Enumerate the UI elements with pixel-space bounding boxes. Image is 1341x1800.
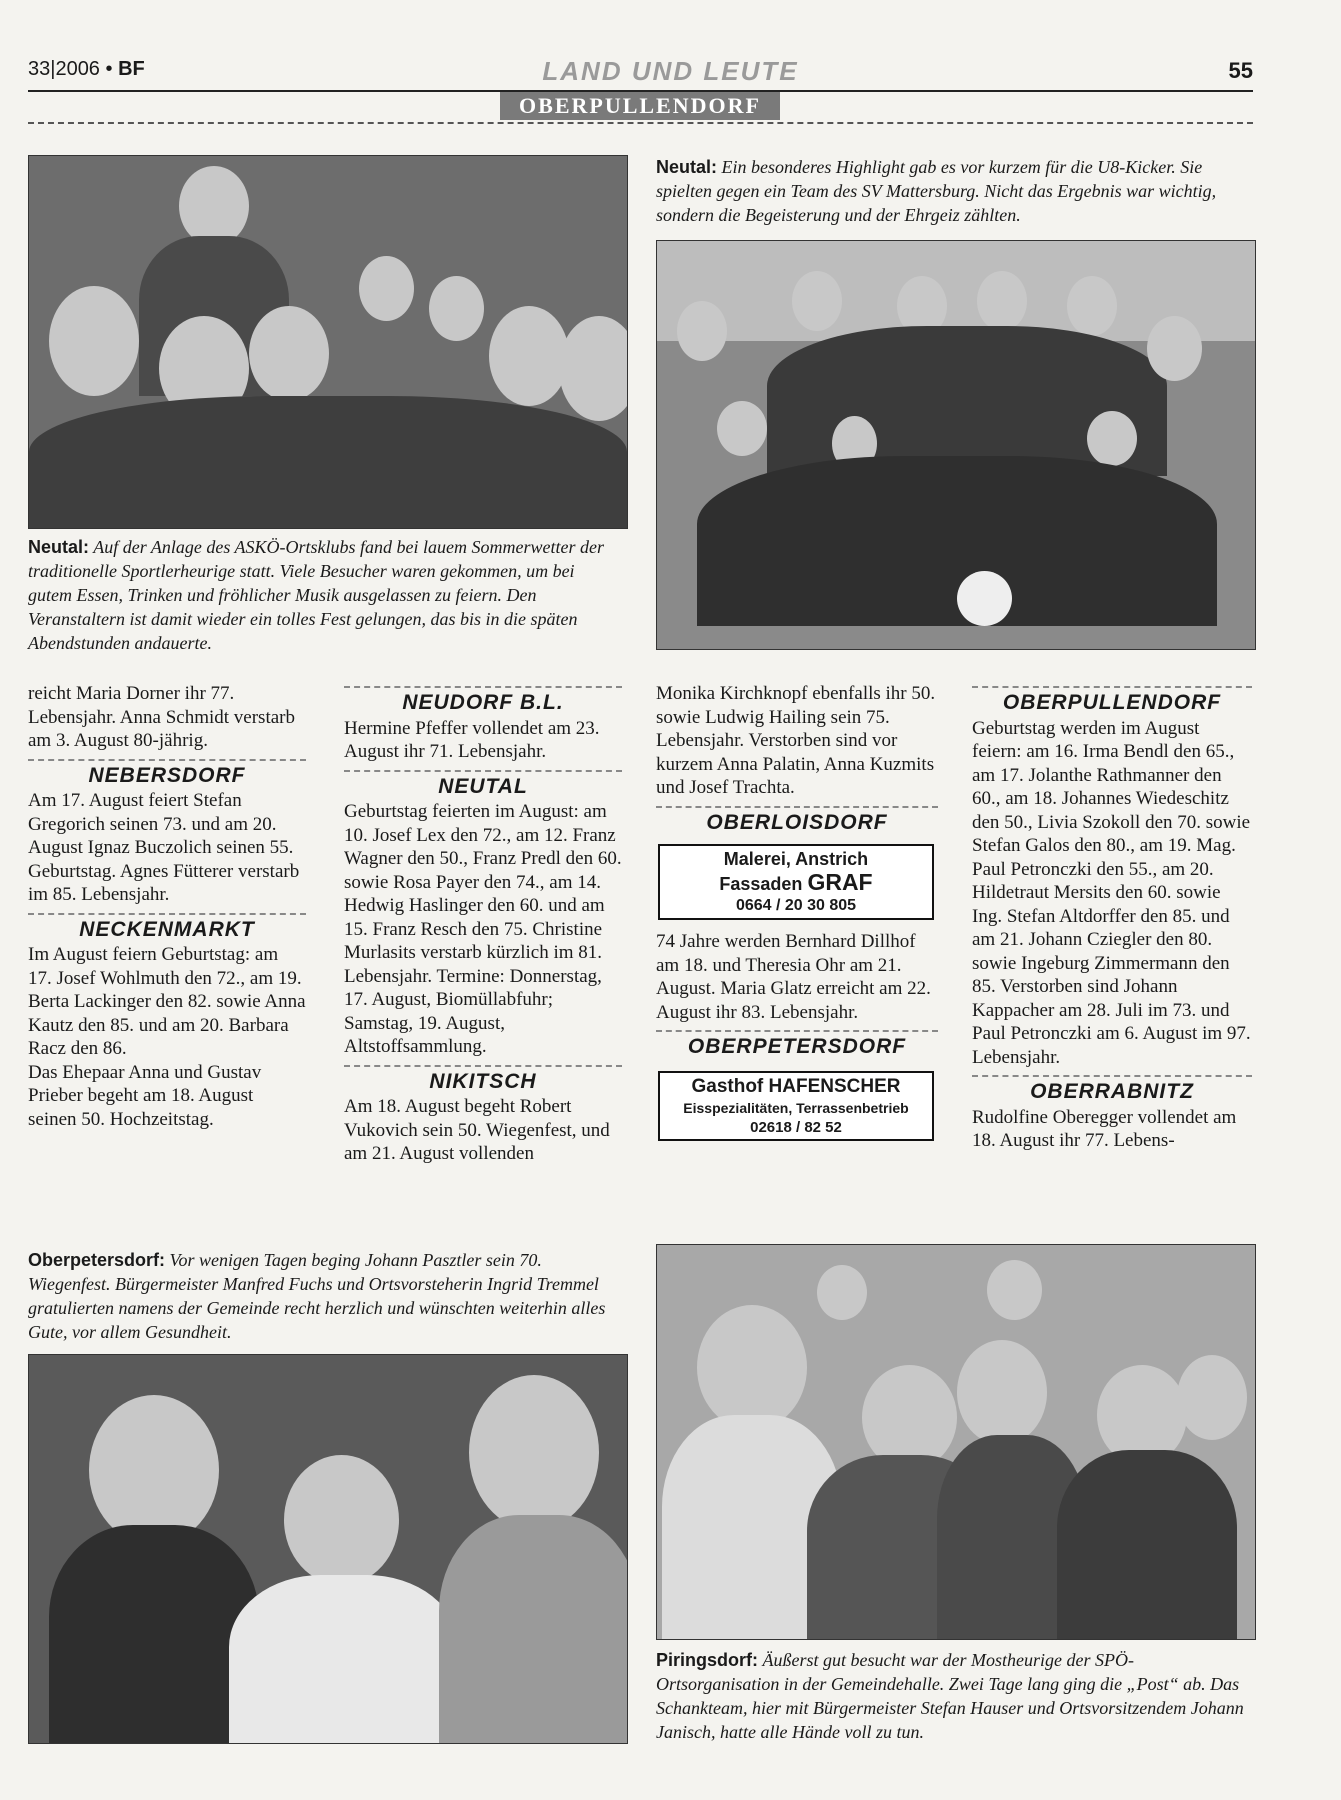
text-nikitsch: Am 18. August begeht Robert Vukovich sein 50. Wiegenfest, und am 21. August vollenden <box>344 1096 610 1164</box>
text-nebersdorf: Am 17. August feiert Stefan Gregorich seinen 73. und am 20. August Ignaz Buczolich seinen 55. Geburtstag. Agnes Fütterer verstarb im 85. Lebensjahr. <box>28 790 300 905</box>
col1-intro: reicht Maria Dorner ihr 77. Lebensjahr. Anna Schmidt verstarb am 3. August 80-jährig. <box>28 683 295 751</box>
heading-nikitsch: NIKITSCH <box>344 1065 622 1094</box>
brand-label: BF <box>118 58 145 80</box>
heading-nebersdorf: NEBERSDORF <box>28 759 306 788</box>
column-3 <box>656 682 938 1141</box>
col3-intro: Monika Kirchknopf ebenfalls ihr 50. sowie Ludwig Hailing sein 75. Lebensjahr. Verstorben sind vor kurzem Anna Palatin, Anna Kuzmits und Josef Trachta. <box>656 683 936 798</box>
photo-mostheuriger <box>656 1244 1256 1640</box>
heading-neudorf: NEUDORF B.L. <box>344 686 622 715</box>
caption-sportlerheurige: Neutal: Auf der Anlage des ASKÖ-Ortsklubs fand bei lauem Sommerwetter der traditionelle Sportlerheurige statt. Viele Besucher waren gekommen, um bei gutem Essen, Trinken und fröhlicher Musik ausgelassen zu feiern. Den Veranstaltern ist damit wieder ein tolles Fest gelungen, das bis in die späten Abendstunden andauerte. <box>28 537 604 653</box>
text-neutal: Geburtstag feierten im August: am 10. Josef Lex den 72., am 12. Franz Wagner den 50., Franz Predl den 60. sowie Rosa Payer den 74., am 14. Hedwig Haslinger den 60. und am 15. Franz Resch den 75. Christine Murlasits verstarb kürzlich im 81. Lebensjahr. Termine: Donnerstag, 17. August, Biomüllabfuhr; Samstag, 19. August, Altstoffsammlung. <box>344 801 622 1057</box>
text-neudorf: Hermine Pfeffer vollendet am 23. August ihr 71. Lebensjahr. <box>344 717 600 762</box>
text-oberloisdorf: 74 Jahre werden Bernhard Dillhof am 18. und Theresia Ohr am 21. August. Maria Glatz erreicht am 22. August ihr 83. Lebensjahr. <box>656 931 931 1023</box>
region-banner: OBERPULLENDORF <box>500 92 780 120</box>
heading-oberpullendorf: OBERPULLENDORF <box>972 686 1252 715</box>
ad-malerei-graf <box>658 844 934 920</box>
heading-oberrabnitz: OBERRABNITZ <box>972 1075 1252 1104</box>
ad-gasthof-hafenscher <box>658 1071 934 1141</box>
text-oberpullendorf: Geburtstag werden im August feiern: am 16. Irma Bendl den 65., am 17. Jolanthe Rathmanner den 60., am 18. Johannes Wiedeschitz den 50., Livia Szokoll den 70. sowie Stefan Galos den 80., am 19. Mag. Paul Petronczki den 55., am 20. Hildetraut Mersits den 60. sowie Ing. Stefan Altdorffer den 85. und am 21. Johann Cziegler den 80. sowie Ingeburg Zimmermann den 85. Verstorben sind Johann Kappacher am 28. Juli im 73. und Paul Petronczki am 6. August im 97. Lebensjahr. <box>972 717 1251 1068</box>
photo-sportlerheurige <box>28 155 628 529</box>
caption-u8-kicker: Neutal: Ein besonderes Highlight gab es vor kurzem für die U8-Kicker. Sie spielten gegen ein Team des SV Mattersburg. Nicht das Ergebnis war wichtig, sondern die Begeisterung und der Ehrgeiz zählten. <box>656 157 1217 225</box>
column-1 <box>28 682 306 1131</box>
photo-pasztler <box>28 1354 628 1744</box>
heading-oberpetersdorf: OBERPETERSDORF <box>656 1030 938 1059</box>
text-oberrabnitz: Rudolfine Oberegger vollendet am 18. August ihr 77. Lebens- <box>972 1106 1237 1151</box>
ad1-line1: Malerei, Anstrich <box>723 849 869 869</box>
caption-mostheuriger: Piringsdorf: Äußerst gut besucht war der Mostheurige der SPÖ-Ortsorganisation in der Gemeindehalle. Zwei Tage lang ging die „Post“ ab. Das Schankteam, hier mit Bürgermeister Stefan Hauser und Ortsvorsitzendem Johann Janisch, hatte alle Hände voll zu tun. <box>656 1650 1244 1742</box>
ad2-phone: 02618 / 82 52 <box>750 1118 842 1136</box>
column-2 <box>344 682 622 1166</box>
ad2-line2: Eisspezialitäten, Terrassenbetrieb <box>683 1099 909 1116</box>
header-dash-rule <box>28 122 1253 124</box>
photo-u8-kicker <box>656 240 1256 650</box>
ad1-phone: 0664 / 20 30 805 <box>735 897 857 914</box>
heading-neutal: NEUTAL <box>344 770 622 799</box>
heading-oberloisdorf: OBERLOISDORF <box>656 806 938 835</box>
caption-pasztler: Oberpetersdorf: Vor wenigen Tagen beging Johann Pasztler sein 70. Wiegenfest. Bürgermeister Manfred Fuchs und Ortsvorsteherin Ingrid Tremmel gratulierten namens der Gemeinde recht herzlich und wünschten weiterhin alles Gute, vor allem Gesundheit. <box>28 1250 606 1342</box>
text-neckenmarkt: Im August feiern Geburtstag: am 17. Josef Wohlmuth den 72., am 19. Berta Lackinger den 82. sowie Anna Kautz den 85. und am 20. Barbara Racz den 86. <box>28 944 306 1059</box>
ad1-line2: Fassaden GRAF <box>719 869 873 895</box>
text-neckenmarkt-2: Das Ehepaar Anna und Gustav Prieber begeht am 18. August seinen 50. Hochzeitstag. <box>28 1061 262 1130</box>
section-title: LAND UND LEUTE <box>542 56 799 86</box>
ad2-line1: Gasthof HAFENSCHER <box>691 1075 901 1097</box>
issue-label: 33|2006 • BF <box>28 58 145 80</box>
page-number: 55 <box>1228 58 1253 83</box>
column-4 <box>972 682 1252 1153</box>
heading-neckenmarkt: NECKENMARKT <box>28 913 306 942</box>
